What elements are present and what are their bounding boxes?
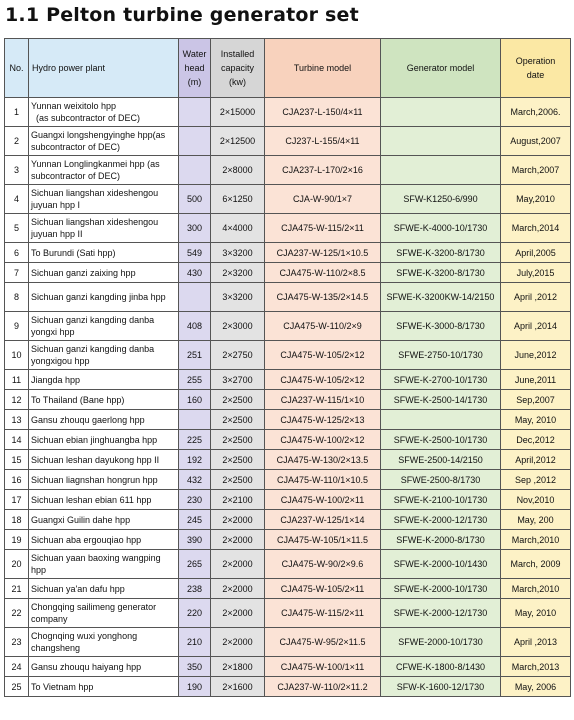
cell-water-head: 500 [179, 185, 211, 214]
cell-turbine: CJA237-L-150/4×11 [265, 98, 381, 127]
cell-plant: Sichuan aba ergouqiao hpp [29, 530, 179, 550]
cell-water-head: 549 [179, 243, 211, 263]
header-row [5, 39, 571, 98]
cell-plant: Gansu zhouqu haiyang hpp [29, 657, 179, 677]
cell-capacity: 2×1600 [211, 677, 265, 697]
cell-water-head: 192 [179, 450, 211, 470]
cell-water-head [179, 98, 211, 127]
cell-plant: To Vietnam hpp [29, 677, 179, 697]
header-water-head-l3: (m) [187, 77, 202, 87]
cell-generator: SFWE-K-2000-10/1730 [381, 579, 501, 599]
cell-date: May, 2010 [501, 599, 571, 628]
cell-no: 13 [5, 410, 29, 430]
table-row [5, 98, 571, 127]
cell-date: April,2012 [501, 450, 571, 470]
cell-date: June,2011 [501, 370, 571, 390]
table-row [5, 550, 571, 579]
table-row [5, 214, 571, 243]
table-row [5, 450, 571, 470]
cell-plant: Sichuan leshan ebian 611 hpp [29, 490, 179, 510]
cell-no: 1 [5, 98, 29, 127]
cell-water-head: 408 [179, 312, 211, 341]
cell-turbine: CJA475-W-115/2×11 [265, 599, 381, 628]
cell-generator: SFWE-K-2000-12/1730 [381, 510, 501, 530]
header-date-l1: Operation [515, 56, 556, 66]
cell-no: 9 [5, 312, 29, 341]
cell-plant: Sichuan liangshan xideshengou juyuan hpp II [29, 214, 179, 243]
cell-plant: Gansu zhouqu gaerlong hpp [29, 410, 179, 430]
table-row [5, 628, 571, 657]
cell-no: 7 [5, 263, 29, 283]
cell-water-head: 432 [179, 470, 211, 490]
cell-date: Sep,2007 [501, 390, 571, 410]
cell-water-head [179, 127, 211, 156]
header-capacity-l3: (kw) [229, 77, 246, 87]
cell-generator: SFWE-2000-10/1730 [381, 628, 501, 657]
cell-turbine: CJA475-W-90/2×9.6 [265, 550, 381, 579]
header-turbine: Turbine model [265, 39, 381, 98]
table-row [5, 341, 571, 370]
cell-plant: Sichuan liagnshan hongrun hpp [29, 470, 179, 490]
cell-no: 25 [5, 677, 29, 697]
cell-date: Sep ,2012 [501, 470, 571, 490]
cell-no: 12 [5, 390, 29, 410]
cell-generator [381, 98, 501, 127]
cell-turbine: CJA475-W-135/2×14.5 [265, 283, 381, 312]
cell-no: 16 [5, 470, 29, 490]
cell-date: March,2014 [501, 214, 571, 243]
cell-capacity: 6×1250 [211, 185, 265, 214]
cell-turbine: CJA475-W-110/2×8.5 [265, 263, 381, 283]
cell-turbine: CJA475-W-105/2×12 [265, 341, 381, 370]
cell-date: May, 2006 [501, 677, 571, 697]
cell-no: 8 [5, 283, 29, 312]
cell-date: April,2005 [501, 243, 571, 263]
cell-water-head: 190 [179, 677, 211, 697]
cell-turbine: CJA475-W-105/2×11 [265, 579, 381, 599]
cell-generator: SFW-K-1600-12/1730 [381, 677, 501, 697]
cell-no: 11 [5, 370, 29, 390]
cell-no: 21 [5, 579, 29, 599]
cell-generator [381, 410, 501, 430]
cell-generator: SFWE-K-2500-14/1730 [381, 390, 501, 410]
table-row [5, 185, 571, 214]
cell-capacity: 2×12500 [211, 127, 265, 156]
table-body [5, 98, 571, 697]
cell-capacity: 2×2000 [211, 628, 265, 657]
cell-turbine: CJA237-W-110/2×11.2 [265, 677, 381, 697]
cell-plant: Sichuan ya'an dafu hpp [29, 579, 179, 599]
cell-plant: Yunnan Longlingkanmei hpp (as subcontractor of DEC) [29, 156, 179, 185]
cell-capacity: 2×2500 [211, 430, 265, 450]
cell-capacity: 2×8000 [211, 156, 265, 185]
cell-generator: SFW-K1250-6/990 [381, 185, 501, 214]
cell-date: August,2007 [501, 127, 571, 156]
table-row [5, 243, 571, 263]
cell-capacity: 2×2500 [211, 390, 265, 410]
cell-capacity: 4×4000 [211, 214, 265, 243]
cell-date: March,2007 [501, 156, 571, 185]
cell-turbine: CJA475-W-95/2×11.5 [265, 628, 381, 657]
cell-date: April ,2013 [501, 628, 571, 657]
cell-plant: Guangxi longshengyinghe hpp(as subcontractor of DEC) [29, 127, 179, 156]
cell-generator: SFWE-K-2000-10/1430 [381, 550, 501, 579]
cell-capacity: 2×2500 [211, 410, 265, 430]
cell-generator: SFWE-2500-8/1730 [381, 470, 501, 490]
table-row [5, 127, 571, 156]
cell-plant: Sichuan yaan baoxing wangping hpp [29, 550, 179, 579]
cell-capacity: 3×3200 [211, 243, 265, 263]
cell-plant: Sichuan leshan dayukong hpp II [29, 450, 179, 470]
table-row [5, 490, 571, 510]
header-capacity [211, 39, 265, 98]
cell-water-head: 350 [179, 657, 211, 677]
cell-no: 3 [5, 156, 29, 185]
cell-turbine: CJA475-W-100/1×11 [265, 657, 381, 677]
cell-turbine: CJA475-W-100/2×12 [265, 430, 381, 450]
cell-plant: Guangxi Guilin dahe hpp [29, 510, 179, 530]
cell-plant: Sichuan ganzi kangding danba yongxi hpp [29, 312, 179, 341]
cell-plant: Sichuan ganzi zaixing hpp [29, 263, 179, 283]
cell-capacity: 2×15000 [211, 98, 265, 127]
cell-date: March,2013 [501, 657, 571, 677]
cell-water-head [179, 283, 211, 312]
cell-date: June,2012 [501, 341, 571, 370]
cell-water-head: 300 [179, 214, 211, 243]
cell-water-head: 160 [179, 390, 211, 410]
cell-turbine: CJA237-W-125/1×14 [265, 510, 381, 530]
page-title: 1.1 Pelton turbine generator set [5, 4, 359, 26]
header-generator: Generator model [381, 39, 501, 98]
cell-generator: SFWE-K-2500-10/1730 [381, 430, 501, 450]
cell-water-head: 225 [179, 430, 211, 450]
cell-turbine: CJA237-L-170/2×16 [265, 156, 381, 185]
cell-turbine: CJA475-W-125/2×13 [265, 410, 381, 430]
cell-date: May, 2010 [501, 410, 571, 430]
cell-capacity: 2×2750 [211, 341, 265, 370]
header-capacity-l2: capacity [220, 63, 255, 73]
cell-capacity: 2×3200 [211, 263, 265, 283]
cell-water-head: 251 [179, 341, 211, 370]
table-row [5, 657, 571, 677]
cell-no: 20 [5, 550, 29, 579]
cell-generator: SFWE-K-3200KW-14/2150 [381, 283, 501, 312]
cell-plant: Sichuan ganzi kangding jinba hpp [29, 283, 179, 312]
cell-capacity: 2×2000 [211, 530, 265, 550]
header-plant: Hydro power plant [29, 39, 179, 98]
header-no: No. [5, 39, 29, 98]
header-capacity-l1: Installed [220, 49, 255, 59]
cell-no: 5 [5, 214, 29, 243]
cell-water-head [179, 156, 211, 185]
cell-date: Dec,2012 [501, 430, 571, 450]
cell-turbine: CJA475-W-105/1×11.5 [265, 530, 381, 550]
cell-turbine: CJA475-W-105/2×12 [265, 370, 381, 390]
cell-turbine: CJ237-L-155/4×11 [265, 127, 381, 156]
cell-no: 6 [5, 243, 29, 263]
cell-generator: SFWE-2500-14/2150 [381, 450, 501, 470]
cell-water-head [179, 410, 211, 430]
cell-capacity: 2×2500 [211, 450, 265, 470]
cell-date: Nov,2010 [501, 490, 571, 510]
cell-no: 15 [5, 450, 29, 470]
cell-generator [381, 156, 501, 185]
cell-no: 18 [5, 510, 29, 530]
cell-turbine: CJA237-W-125/1×10.5 [265, 243, 381, 263]
table-row [5, 263, 571, 283]
cell-date: March,2006. [501, 98, 571, 127]
cell-plant: Sichuan ganzi kangding danba yongxigou hpp [29, 341, 179, 370]
cell-plant: To Burundi (Sati hpp) [29, 243, 179, 263]
cell-plant: Yunnan weixitolo hpp (as subcontractor of DEC) [29, 98, 179, 127]
table-row [5, 370, 571, 390]
cell-turbine: CJA475-W-130/2×13.5 [265, 450, 381, 470]
cell-generator: CFWE-K-1800-8/1430 [381, 657, 501, 677]
cell-capacity: 2×1800 [211, 657, 265, 677]
cell-capacity: 2×2500 [211, 470, 265, 490]
table-row [5, 677, 571, 697]
cell-water-head: 238 [179, 579, 211, 599]
header-date-l2: date [526, 70, 545, 80]
cell-plant: Chongqing sailimeng generator company [29, 599, 179, 628]
cell-generator: SFWE-K-3000-8/1730 [381, 312, 501, 341]
cell-generator: SFWE-K-3200-8/1730 [381, 263, 501, 283]
cell-water-head: 230 [179, 490, 211, 510]
header-water-head-l1: Water [182, 49, 207, 59]
cell-no: 14 [5, 430, 29, 450]
cell-date: March,2010 [501, 579, 571, 599]
cell-turbine: CJA475-W-110/1×10.5 [265, 470, 381, 490]
table-row [5, 470, 571, 490]
cell-capacity: 2×2100 [211, 490, 265, 510]
cell-water-head: 220 [179, 599, 211, 628]
cell-no: 2 [5, 127, 29, 156]
cell-plant: To Thailand (Bane hpp) [29, 390, 179, 410]
table-row [5, 156, 571, 185]
cell-water-head: 210 [179, 628, 211, 657]
cell-water-head: 430 [179, 263, 211, 283]
table-row [5, 312, 571, 341]
cell-generator: SFWE-K-2700-10/1730 [381, 370, 501, 390]
cell-no: 17 [5, 490, 29, 510]
cell-date: May,2010 [501, 185, 571, 214]
table-row [5, 390, 571, 410]
cell-generator: SFWE-K-2100-10/1730 [381, 490, 501, 510]
cell-date: March, 2009 [501, 550, 571, 579]
cell-date: May, 200 [501, 510, 571, 530]
cell-no: 19 [5, 530, 29, 550]
cell-no: 4 [5, 185, 29, 214]
cell-water-head: 390 [179, 530, 211, 550]
cell-date: July,2015 [501, 263, 571, 283]
cell-water-head: 245 [179, 510, 211, 530]
cell-generator: SFWE-K-3200-8/1730 [381, 243, 501, 263]
cell-date: April ,2014 [501, 312, 571, 341]
table-row [5, 410, 571, 430]
pelton-table [4, 38, 571, 697]
cell-turbine: CJA-W-90/1×7 [265, 185, 381, 214]
cell-generator: SFWE-2750-10/1730 [381, 341, 501, 370]
cell-no: 24 [5, 657, 29, 677]
cell-capacity: 2×2000 [211, 599, 265, 628]
cell-no: 22 [5, 599, 29, 628]
header-water-head [179, 39, 211, 98]
cell-capacity: 2×2000 [211, 510, 265, 530]
header-water-head-l2: head [184, 63, 205, 73]
cell-capacity: 3×2700 [211, 370, 265, 390]
table-row [5, 430, 571, 450]
cell-generator: SFWE-K-2000-8/1730 [381, 530, 501, 550]
cell-turbine: CJA475-W-110/2×9 [265, 312, 381, 341]
cell-generator [381, 127, 501, 156]
cell-generator: SFWE-K-4000-10/1730 [381, 214, 501, 243]
cell-water-head: 255 [179, 370, 211, 390]
cell-turbine: CJA237-W-115/1×10 [265, 390, 381, 410]
cell-no: 23 [5, 628, 29, 657]
cell-date: April ,2012 [501, 283, 571, 312]
table-row [5, 510, 571, 530]
cell-capacity: 2×2000 [211, 550, 265, 579]
cell-plant: Sichuan ebian jinghuangba hpp [29, 430, 179, 450]
cell-water-head: 265 [179, 550, 211, 579]
cell-turbine: CJA475-W-100/2×11 [265, 490, 381, 510]
table-row [5, 530, 571, 550]
cell-plant: Sichuan liangshan xideshengou juyuan hpp I [29, 185, 179, 214]
cell-capacity: 2×2000 [211, 579, 265, 599]
cell-plant: Jiangda hpp [29, 370, 179, 390]
header-date [501, 39, 571, 98]
table-row [5, 283, 571, 312]
table-row [5, 599, 571, 628]
cell-turbine: CJA475-W-115/2×11 [265, 214, 381, 243]
cell-capacity: 2×3000 [211, 312, 265, 341]
cell-no: 10 [5, 341, 29, 370]
cell-plant: Chognqing wuxi yonghong changsheng [29, 628, 179, 657]
cell-generator: SFWE-K-2000-12/1730 [381, 599, 501, 628]
table-row [5, 579, 571, 599]
cell-capacity: 3×3200 [211, 283, 265, 312]
cell-date: March,2010 [501, 530, 571, 550]
